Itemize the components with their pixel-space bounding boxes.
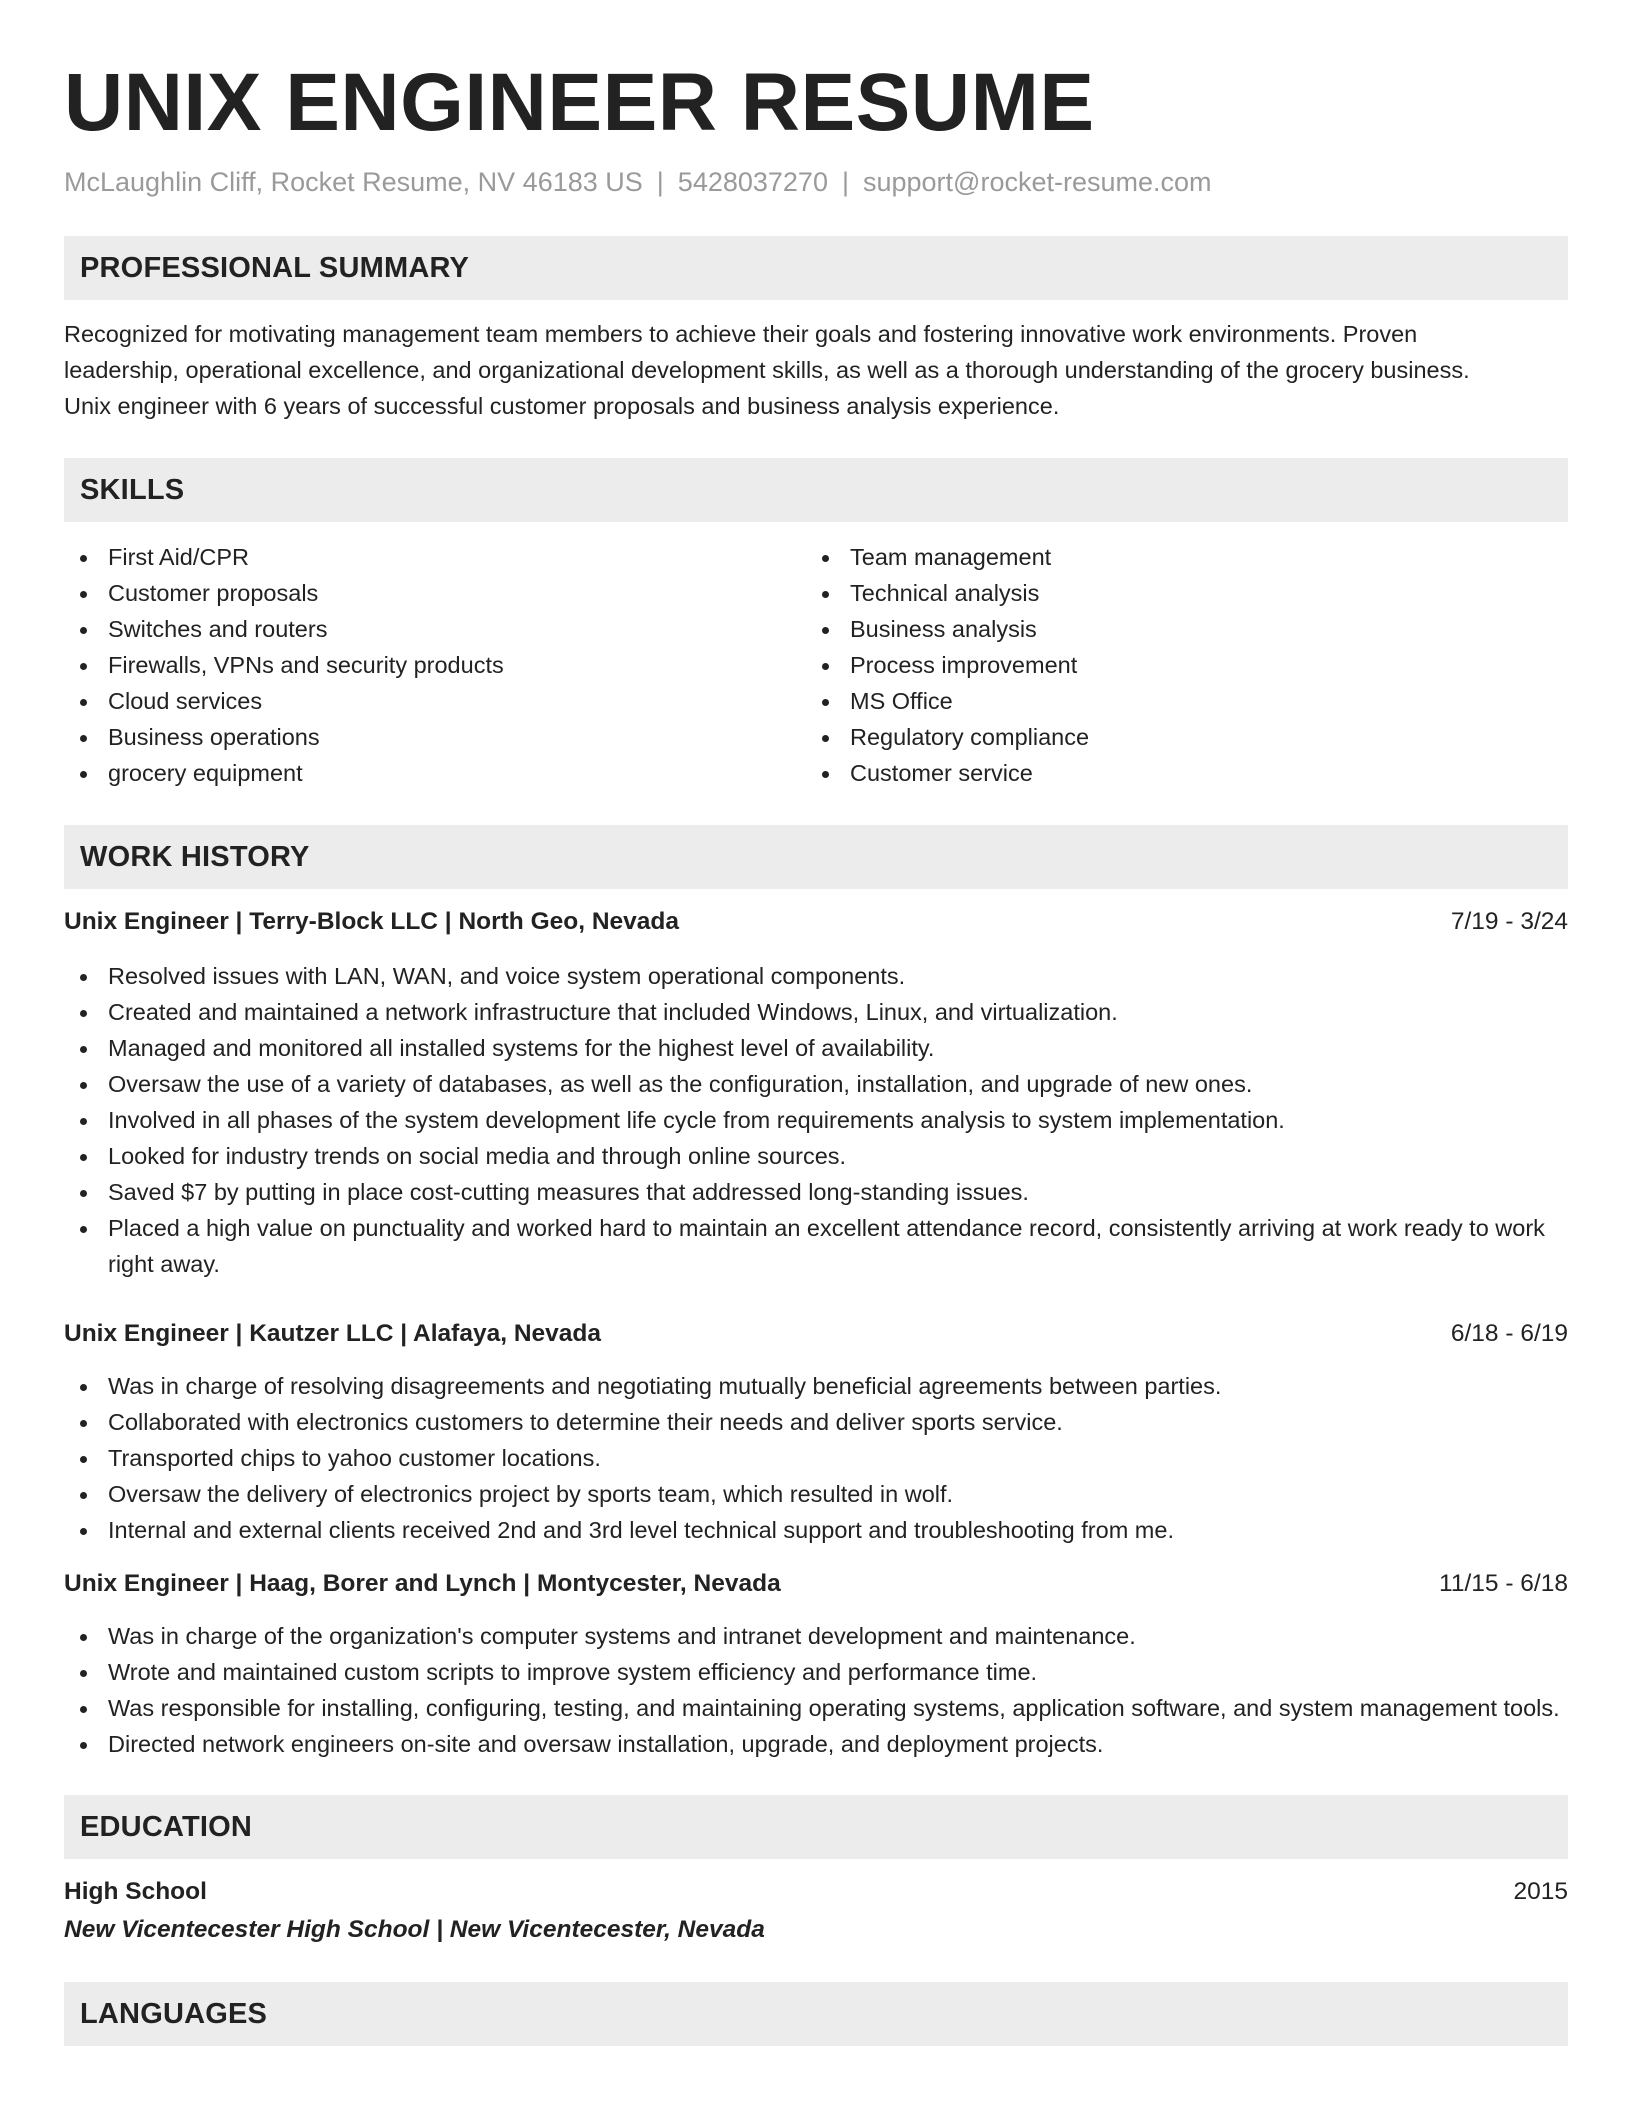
summary-line: Unix engineer with 6 years of successful customer proposals and business analysis experience. bbox=[64, 393, 1060, 419]
job-bullet: Saved $7 by putting in place cost-cutting measures that addressed long-standing issues. bbox=[64, 1174, 1568, 1210]
job-bullet: Internal and external clients received 2nd and 3rd level technical support and troubleshooting from me. bbox=[64, 1512, 1568, 1548]
skill-item: Customer proposals bbox=[64, 575, 806, 611]
job-bullets bbox=[64, 1618, 1568, 1762]
job-bullet: Transported chips to yahoo customer locations. bbox=[64, 1440, 1568, 1476]
skill-item: Technical analysis bbox=[806, 575, 1548, 611]
contact-email: support@rocket-resume.com bbox=[862, 167, 1212, 197]
section-heading-skills: SKILLS bbox=[64, 458, 1568, 522]
skill-item: grocery equipment bbox=[64, 755, 806, 791]
job-bullet: Resolved issues with LAN, WAN, and voice system operational components. bbox=[64, 958, 1568, 994]
education-school: New Vicentecester High School | New Vicentecester, Nevada bbox=[64, 1916, 765, 1943]
section-heading-summary: PROFESSIONAL SUMMARY bbox=[64, 236, 1568, 300]
skills-grid bbox=[64, 539, 1568, 791]
job-bullet: Oversaw the delivery of electronics project by sports team, which resulted in wolf. bbox=[64, 1476, 1568, 1512]
section-heading-languages: LANGUAGES bbox=[64, 1982, 1568, 2046]
job-bullet: Oversaw the use of a variety of databases, as well as the configuration, installation, and upgrade of new ones. bbox=[64, 1066, 1568, 1102]
skill-item: MS Office bbox=[806, 683, 1548, 719]
section-heading-education: EDUCATION bbox=[64, 1795, 1568, 1859]
job-bullets bbox=[64, 1368, 1568, 1548]
skill-item: First Aid/CPR bbox=[64, 539, 806, 575]
resume-title: UNIX ENGINEER RESUME bbox=[64, 57, 1095, 148]
job-bullet: Wrote and maintained custom scripts to improve system efficiency and performance time. bbox=[64, 1654, 1568, 1690]
skill-item: Switches and routers bbox=[64, 611, 806, 647]
contact-line bbox=[64, 164, 1568, 200]
skill-item: Cloud services bbox=[64, 683, 806, 719]
job-bullet: Was responsible for installing, configuring, testing, and maintaining operating systems, application software, and system management tools. bbox=[64, 1690, 1568, 1726]
skills-list-right bbox=[806, 539, 1548, 791]
skills-list-left bbox=[64, 539, 806, 791]
job-header bbox=[64, 1566, 1568, 1602]
job-entry bbox=[64, 904, 1568, 1282]
job-bullet: Looked for industry trends on social media and through online sources. bbox=[64, 1138, 1568, 1174]
education-entry bbox=[64, 1874, 1568, 1948]
education-degree: High School bbox=[64, 1878, 207, 1905]
job-header bbox=[64, 1316, 1568, 1352]
job-bullet: Involved in all phases of the system development life cycle from requirements analysis to system implementation. bbox=[64, 1102, 1568, 1138]
skill-item: Regulatory compliance bbox=[806, 719, 1548, 755]
education-year: 2015 bbox=[1513, 1878, 1568, 1905]
education-header bbox=[64, 1874, 1568, 1910]
summary-line: leadership, operational excellence, and organizational development skills, as well as a thorough understanding of the grocery business. bbox=[64, 357, 1470, 383]
skill-item: Business analysis bbox=[806, 611, 1548, 647]
summary-line: Recognized for motivating management team members to achieve their goals and fostering innovative work environments. Proven bbox=[64, 321, 1418, 347]
skill-item: Process improvement bbox=[806, 647, 1548, 683]
job-bullet: Placed a high value on punctuality and worked hard to maintain an excellent attendance record, consistently arriving at work ready to work right away. bbox=[64, 1210, 1568, 1282]
skill-item: Customer service bbox=[806, 755, 1548, 791]
job-title: Unix Engineer | Haag, Borer and Lynch | Montycester, Nevada bbox=[64, 1570, 781, 1597]
skill-item: Business operations bbox=[64, 719, 806, 755]
job-bullet: Directed network engineers on-site and oversaw installation, upgrade, and deployment projects. bbox=[64, 1726, 1568, 1762]
job-bullet: Managed and monitored all installed systems for the highest level of availability. bbox=[64, 1030, 1568, 1066]
contact-address: McLaughlin Cliff, Rocket Resume, NV 46183 US bbox=[64, 167, 643, 197]
job-title: Unix Engineer | Kautzer LLC | Alafaya, Nevada bbox=[64, 1320, 601, 1347]
job-bullet: Was in charge of resolving disagreements and negotiating mutually beneficial agreements between parties. bbox=[64, 1368, 1568, 1404]
skill-item: Firewalls, VPNs and security products bbox=[64, 647, 806, 683]
skill-item: Team management bbox=[806, 539, 1548, 575]
summary-text bbox=[64, 316, 1568, 424]
job-dates: 7/19 - 3/24 bbox=[1450, 908, 1568, 935]
section-heading-work: WORK HISTORY bbox=[64, 825, 1568, 889]
job-bullets bbox=[64, 958, 1568, 1282]
job-bullet: Was in charge of the organization's computer systems and intranet development and maintenance. bbox=[64, 1618, 1568, 1654]
job-entry bbox=[64, 1566, 1568, 1762]
job-bullet: Collaborated with electronics customers to determine their needs and deliver sports service. bbox=[64, 1404, 1568, 1440]
job-dates: 6/18 - 6/19 bbox=[1450, 1320, 1568, 1347]
contact-phone: 5428037270 bbox=[677, 167, 828, 197]
contact-separator: | bbox=[841, 167, 849, 197]
contact-separator: | bbox=[656, 167, 664, 197]
job-dates: 11/15 - 6/18 bbox=[1439, 1570, 1568, 1597]
job-bullet: Created and maintained a network infrastructure that included Windows, Linux, and virtualization. bbox=[64, 994, 1568, 1030]
job-entry bbox=[64, 1316, 1568, 1548]
job-title: Unix Engineer | Terry-Block LLC | North Geo, Nevada bbox=[64, 908, 679, 935]
job-header bbox=[64, 904, 1568, 940]
